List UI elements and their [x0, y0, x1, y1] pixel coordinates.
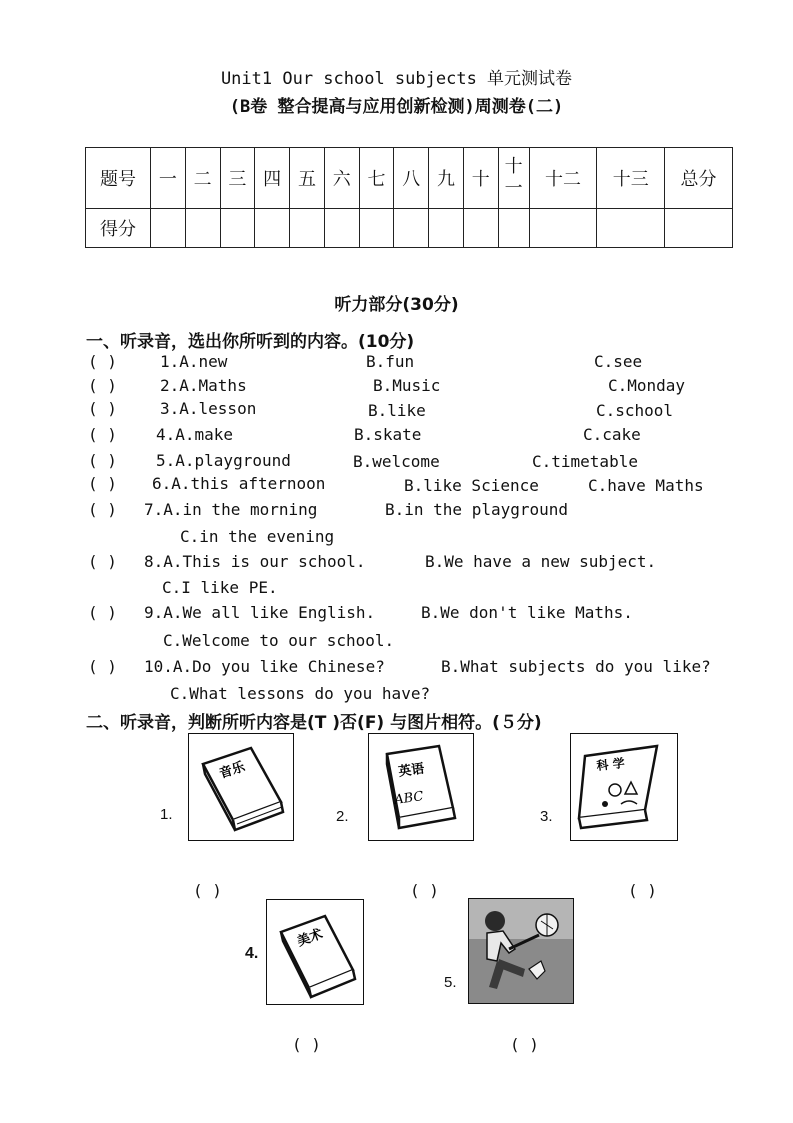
option-b: B.welcome: [353, 452, 440, 471]
part1-title: 一、听录音，选出你所听到的内容。(10分): [86, 332, 415, 352]
answer-blank[interactable]: ( ): [88, 399, 117, 418]
score-header-cell: 七: [359, 148, 394, 209]
score-cell[interactable]: [185, 209, 220, 248]
answer-blank[interactable]: ( ): [88, 451, 117, 470]
book-icon: [267, 900, 363, 1004]
option-c: C.have Maths: [588, 476, 704, 495]
answer-blank[interactable]: ( ): [193, 881, 222, 900]
score-header-cell: 四: [255, 148, 290, 209]
answer-blank[interactable]: ( ): [88, 500, 117, 519]
answer-blank[interactable]: ( ): [88, 657, 117, 676]
option-c: C.see: [594, 352, 643, 371]
answer-blank[interactable]: ( ): [292, 1035, 321, 1054]
boy-playing-football-icon: [469, 899, 573, 1003]
option-b: B.like Science: [404, 476, 539, 495]
option-c: C.in the evening: [180, 527, 335, 546]
option-b: B.like: [368, 401, 426, 420]
science-book-picture: [570, 733, 678, 841]
picture-number: 3.: [540, 808, 553, 825]
score-header-cell: 总分: [665, 148, 733, 209]
option-c: C.Monday: [608, 376, 686, 395]
score-cell[interactable]: [463, 209, 498, 248]
score-header-cell: 五: [290, 148, 325, 209]
score-table-header-row: [86, 148, 733, 209]
option-c: C.timetable: [532, 452, 638, 471]
question-6: 6.A.this afternoon: [152, 474, 326, 493]
listening-section-title: 听力部分(30分): [334, 295, 459, 315]
score-cell[interactable]: [665, 209, 733, 248]
question-9: 9.A.We all like English.: [144, 603, 376, 622]
book-icon: [369, 734, 473, 840]
question-4: 4.A.make: [156, 425, 234, 444]
question-1: 1.A.new: [160, 352, 228, 371]
score-cell[interactable]: [498, 209, 529, 248]
option-b: B.Music: [373, 376, 441, 395]
answer-blank[interactable]: ( ): [510, 1035, 539, 1054]
art-book-picture: [266, 899, 364, 1005]
answer-blank[interactable]: ( ): [88, 376, 117, 395]
picture-number: 5.: [444, 974, 457, 991]
score-cell[interactable]: [151, 209, 186, 248]
book-icon: [189, 734, 293, 840]
picture-number: 1.: [160, 806, 173, 823]
page-subtitle: (B卷 整合提高与应用创新检测)周测卷(二): [229, 97, 564, 117]
book-icon: [571, 734, 677, 840]
score-cell[interactable]: [394, 209, 429, 248]
question-5: 5.A.playground: [156, 451, 291, 470]
option-c: C.school: [596, 401, 674, 420]
football-boy-picture: [468, 898, 574, 1004]
score-header-cell: 八: [394, 148, 429, 209]
score-header-cell: 二: [185, 148, 220, 209]
score-cell[interactable]: [290, 209, 325, 248]
score-table-score-row: [86, 209, 733, 248]
score-cell[interactable]: [597, 209, 665, 248]
score-header-cell: 三: [220, 148, 255, 209]
option-c: C.cake: [583, 425, 641, 444]
option-b: B.What subjects do you like?: [441, 657, 711, 676]
answer-blank[interactable]: ( ): [88, 474, 117, 493]
music-book-picture: [188, 733, 294, 841]
score-cell[interactable]: [429, 209, 464, 248]
option-b: B.fun: [366, 352, 415, 371]
answer-blank[interactable]: ( ): [88, 352, 117, 371]
score-cell[interactable]: [529, 209, 597, 248]
svg-text:英语: 英语: [397, 761, 426, 780]
score-header-cell: 十一: [498, 148, 529, 209]
question-2: 2.A.Maths: [160, 376, 247, 395]
score-table: [85, 147, 733, 248]
score-header-cell: 题号: [86, 148, 151, 209]
svg-text:ABC: ABC: [393, 789, 425, 808]
question-7: 7.A.in the morning: [144, 500, 318, 519]
question-10: 10.A.Do you like Chinese?: [144, 657, 385, 676]
answer-blank[interactable]: ( ): [88, 425, 117, 444]
question-8: 8.A.This is our school.: [144, 552, 366, 571]
picture-number: 2.: [336, 808, 349, 825]
score-header-cell: 十: [463, 148, 498, 209]
score-header-cell: 十三: [597, 148, 665, 209]
page-title: Unit1 Our school subjects 单元测试卷: [220, 69, 573, 89]
answer-blank[interactable]: ( ): [410, 881, 439, 900]
answer-blank[interactable]: ( ): [628, 881, 657, 900]
svg-text:美术: 美术: [295, 926, 325, 950]
score-row-label: 得分: [86, 209, 151, 248]
answer-blank[interactable]: ( ): [88, 603, 117, 622]
question-3: 3.A.lesson: [160, 399, 257, 418]
option-b: B.in the playground: [385, 500, 569, 519]
english-book-picture: [368, 733, 474, 841]
score-cell[interactable]: [220, 209, 255, 248]
score-cell[interactable]: [359, 209, 394, 248]
score-header-cell: 九: [429, 148, 464, 209]
option-b: B.skate: [354, 425, 422, 444]
score-header-cell: 六: [324, 148, 359, 209]
svg-text:科 学: 科 学: [595, 756, 626, 773]
score-header-cell: 一: [151, 148, 186, 209]
answer-blank[interactable]: ( ): [88, 552, 117, 571]
picture-number: 4.: [245, 945, 259, 962]
option-b: B.We have a new subject.: [425, 552, 657, 571]
option-c: C.Welcome to our school.: [163, 631, 395, 650]
score-cell[interactable]: [324, 209, 359, 248]
option-c: C.I like PE.: [162, 578, 278, 597]
svg-text:音乐: 音乐: [217, 759, 247, 782]
part2-title: 二、听录音，判断所听内容是(T )否(F) 与图片相符。(５分): [86, 713, 542, 733]
option-c: C.What lessons do you have?: [170, 684, 431, 703]
score-header-cell: 十二: [529, 148, 597, 209]
option-b: B.We don't like Maths.: [421, 603, 633, 622]
score-cell[interactable]: [255, 209, 290, 248]
